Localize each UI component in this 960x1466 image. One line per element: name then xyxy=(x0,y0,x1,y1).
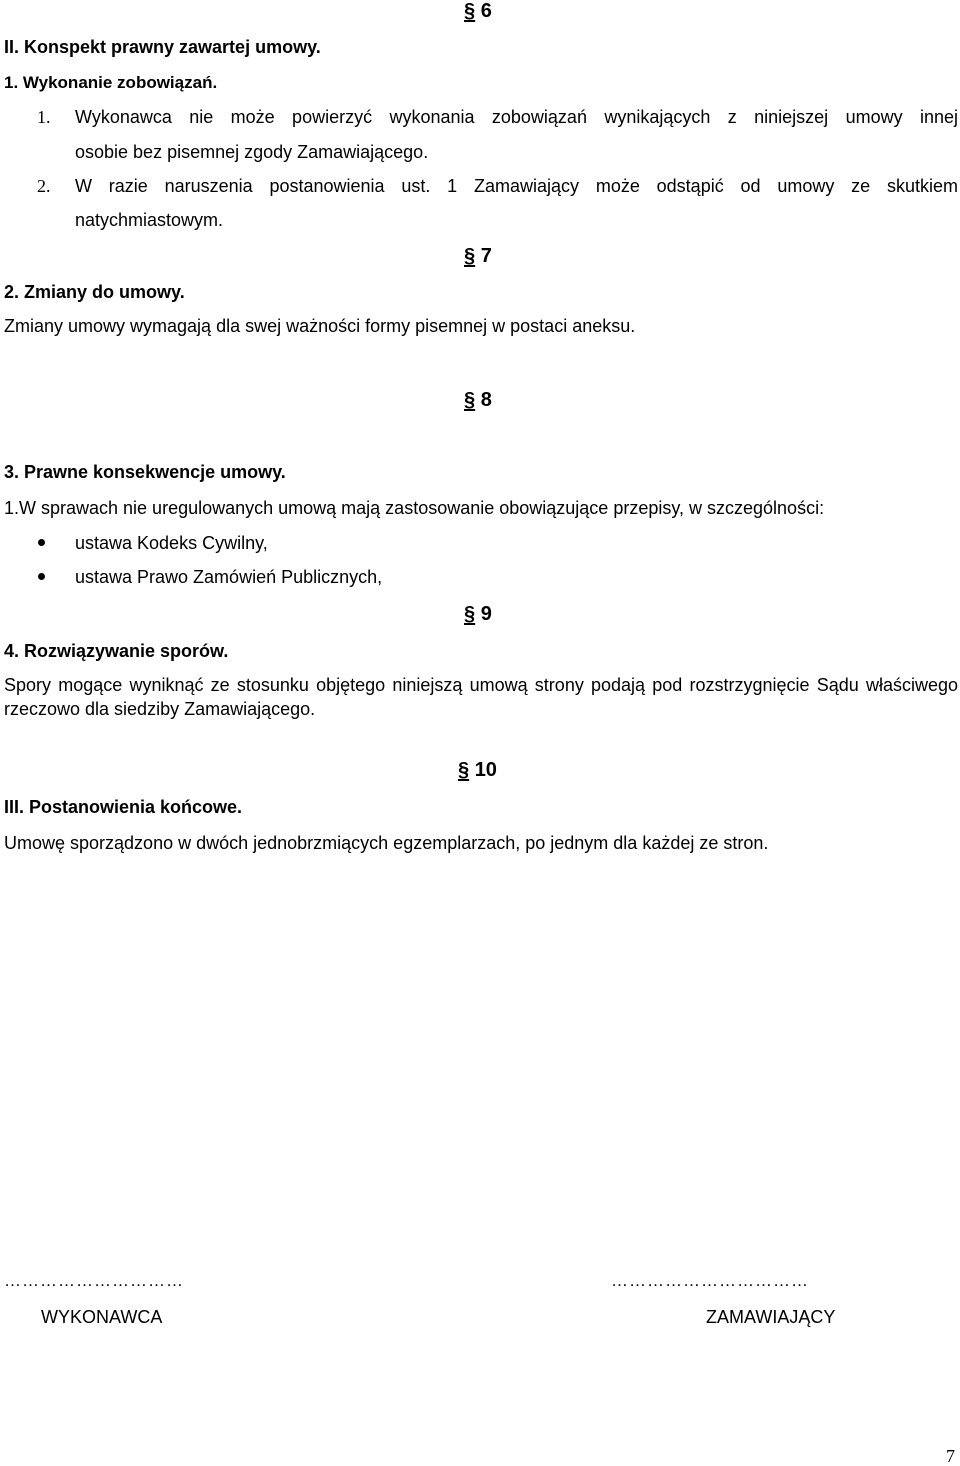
section-6-heading xyxy=(464,1,492,21)
section-10-heading xyxy=(458,760,497,780)
section-sign: § xyxy=(464,245,476,267)
ordering-party-label: ZAMAWIAJĄCY xyxy=(706,1307,836,1327)
item-2-number: 2. xyxy=(37,176,51,196)
section-number: 8 xyxy=(480,389,492,411)
subsection-2-text: Zmiany umowy wymagają dla swej ważności formy pisemnej w postaci aneksu. xyxy=(4,316,636,336)
contractor-label: WYKONAWCA xyxy=(41,1307,163,1327)
section-9-heading xyxy=(464,604,492,624)
subsection-3-heading: 3. Prawne konsekwencje umowy. xyxy=(4,462,286,482)
item-1-line-1: Wykonawca nie może powierzyć wykonania zobowiązań wynikających z niniejszej umowy innej xyxy=(75,107,958,127)
section-8-heading xyxy=(464,390,492,410)
bullet-item-2: ustawa Prawo Zamówień Publicznych, xyxy=(75,567,383,587)
bullet-icon xyxy=(38,573,45,580)
section-sign: § xyxy=(458,759,470,781)
bullet-icon xyxy=(38,539,45,546)
section-number: 9 xyxy=(480,603,492,625)
section-number: 7 xyxy=(480,245,492,267)
subsection-4-heading: 4. Rozwiązywanie sporów. xyxy=(4,641,229,661)
section-7-heading xyxy=(464,246,492,266)
part-3-heading: III. Postanowienia końcowe. xyxy=(4,797,243,817)
section-sign: § xyxy=(464,603,476,625)
subsection-3-text: 1.W sprawach nie uregulowanych umową mają zastosowanie obowiązujące przepisy, w szczególności: xyxy=(4,498,825,518)
subsection-4-text: Spory mogące wyniknąć ze stosunku objętego niniejszą umową strony podają pod rozstrzygnięcie Sądu właściwego rzeczowo dla siedziby Zamawiającego. xyxy=(4,675,958,719)
signature-line-left: ………………………… xyxy=(4,1271,184,1290)
subsection-1-heading: 1. Wykonanie zobowiązań. xyxy=(4,73,218,92)
part-2-heading: II. Konspekt prawny zawartej umowy. xyxy=(4,37,321,57)
signature-line-right: …………………………… xyxy=(611,1271,809,1290)
section-number: 10 xyxy=(474,759,497,781)
section-sign: § xyxy=(464,0,476,22)
item-2-line-2: natychmiastowym. xyxy=(75,210,224,230)
section-number: 6 xyxy=(480,0,492,22)
subsection-2-heading: 2. Zmiany do umowy. xyxy=(4,282,185,302)
item-1-line-2: osobie bez pisemnej zgody Zamawiającego. xyxy=(75,142,429,162)
bullet-item-1: ustawa Kodeks Cywilny, xyxy=(75,533,268,553)
page-number: 7 xyxy=(946,1446,955,1466)
section-sign: § xyxy=(464,389,476,411)
part-3-text: Umowę sporządzono w dwóch jednobrzmiących egzemplarzach, po jednym dla każdej ze stron. xyxy=(4,833,769,853)
item-1-number: 1. xyxy=(37,107,51,127)
item-2-line-1: W razie naruszenia postanowienia ust. 1 Zamawiający może odstąpić od umowy ze skutkiem xyxy=(75,176,958,196)
